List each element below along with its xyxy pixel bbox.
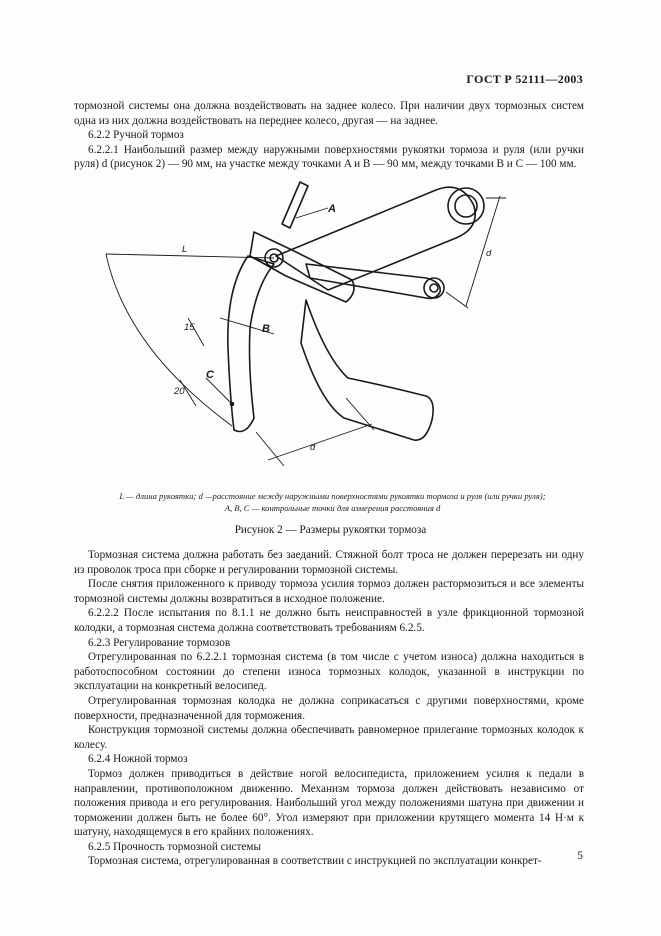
paragraph-6-2-2-1: 6.2.2.1 Наибольший размер между наружными поверхностями рукоятки тормоза и руля (или ручки руля) d (рисунок 2) — 90 мм, на участке между точками A и B — 90 мм, между точками B и C — 100 мм. <box>74 143 584 171</box>
figure-legend <box>60 490 605 514</box>
paragraph: Тормоз должен приводиться в действие ногой велосипедиста, приложением усилия к педали в направлении, противоположном движению. Механизм тормоза должен действовать независимо от положения привода и его регулирования. Наибольший угол между положениями шатуна при движении и торможении должен быть не более 60°. Угол измеряют при приложении крутящего момента 14 Н·м к шатуну, находящемуся в его крайних положениях. <box>74 767 584 839</box>
legend-line-1: L — длина рукоятки; d —расстояние между наружными поверхностями рукоятки тормоза и руля (или ручки руля); <box>119 491 546 501</box>
paragraph: Отрегулированная по 6.2.2.1 тормозная система (в том числе с учетом износа) должна находиться в работоспособном состоянии до степени износа тормозных колодок, указанной в инструкции по эксплуатации на конкретный велосипед. <box>74 651 584 693</box>
paragraph: Тормозная система должна работать без заеданий. Стяжной болт троса не должен перерезать ни одну из проволок троса при сборке и регулировании тормозной системы. <box>74 549 584 576</box>
body-text-block <box>74 548 584 869</box>
paragraph: После снятия приложенного к приводу тормоза усилия тормоз должен растормозиться и все элементы тормозной системы должны возвратиться в исходное положение. <box>74 578 584 605</box>
brake-lever-figure <box>96 168 566 468</box>
label-d-bottom: d <box>310 442 316 453</box>
point-c-marker <box>230 402 235 407</box>
ext-bottom-1 <box>256 432 284 466</box>
label-c: C <box>206 369 214 381</box>
section-heading-6-2-3: 6.2.3 Регулирование тормозов <box>88 636 231 649</box>
brake-cable <box>282 182 308 228</box>
label-l: L <box>182 244 188 255</box>
handlebar-body <box>276 187 475 290</box>
paragraph-6-2-2-2: 6.2.2.2 После испытания по 8.1.1 не должно быть неисправностей в узле фрикционной тормозной колодки, а тормозная система должна соответствовать требованиям 6.2.5. <box>74 607 584 634</box>
figure-caption: Рисунок 2 — Размеры рукоятки тормоза <box>234 524 427 536</box>
section-heading-6-2-4: 6.2.4 Ножной тормоз <box>88 753 188 766</box>
paragraph: Тормозная система, отрегулированная в соответствии с инструкцией по эксплуатации конкрет- <box>88 855 542 868</box>
paragraph: Конструкция тормозной системы должна обеспечивать равномерное прилегание тормозных колодок к колесу. <box>74 724 584 751</box>
section-heading-6-2-2: 6.2.2 Ручной тормоз <box>88 129 184 142</box>
brake-lever-blade <box>228 256 274 432</box>
paragraph: Отрегулированная тормозная колодка не должна соприкасаться с другими поверхностями, кроме поверхности, предназначенной для торможения. <box>74 694 584 722</box>
top-text-block <box>74 99 584 172</box>
document-header: ГОСТ Р 52111—2003 <box>466 72 583 86</box>
label-a: A <box>328 203 336 215</box>
legend-line-2: A, B, C — контрольные точки для измерения расстояния d <box>224 503 441 513</box>
dim-l-arc <box>106 254 232 426</box>
label-d-top: d <box>486 248 492 259</box>
leader-a <box>296 208 328 218</box>
label-15: 15 <box>184 322 195 333</box>
leader-c <box>206 378 232 404</box>
handlebar-lower-tube <box>301 300 433 440</box>
page-number: 5 <box>577 850 583 862</box>
paragraph: тормозной системы она должна воздействовать на заднее колесо. При наличии двух тормозных систем одна из них должна воздействовать на переднее колесо, другая — на заднее. <box>74 100 584 127</box>
label-b: B <box>262 323 270 335</box>
dim-d-bottom <box>268 424 372 460</box>
label-20: 20 <box>174 386 185 397</box>
section-heading-6-2-5: 6.2.5 Прочность тормозной системы <box>88 840 261 853</box>
